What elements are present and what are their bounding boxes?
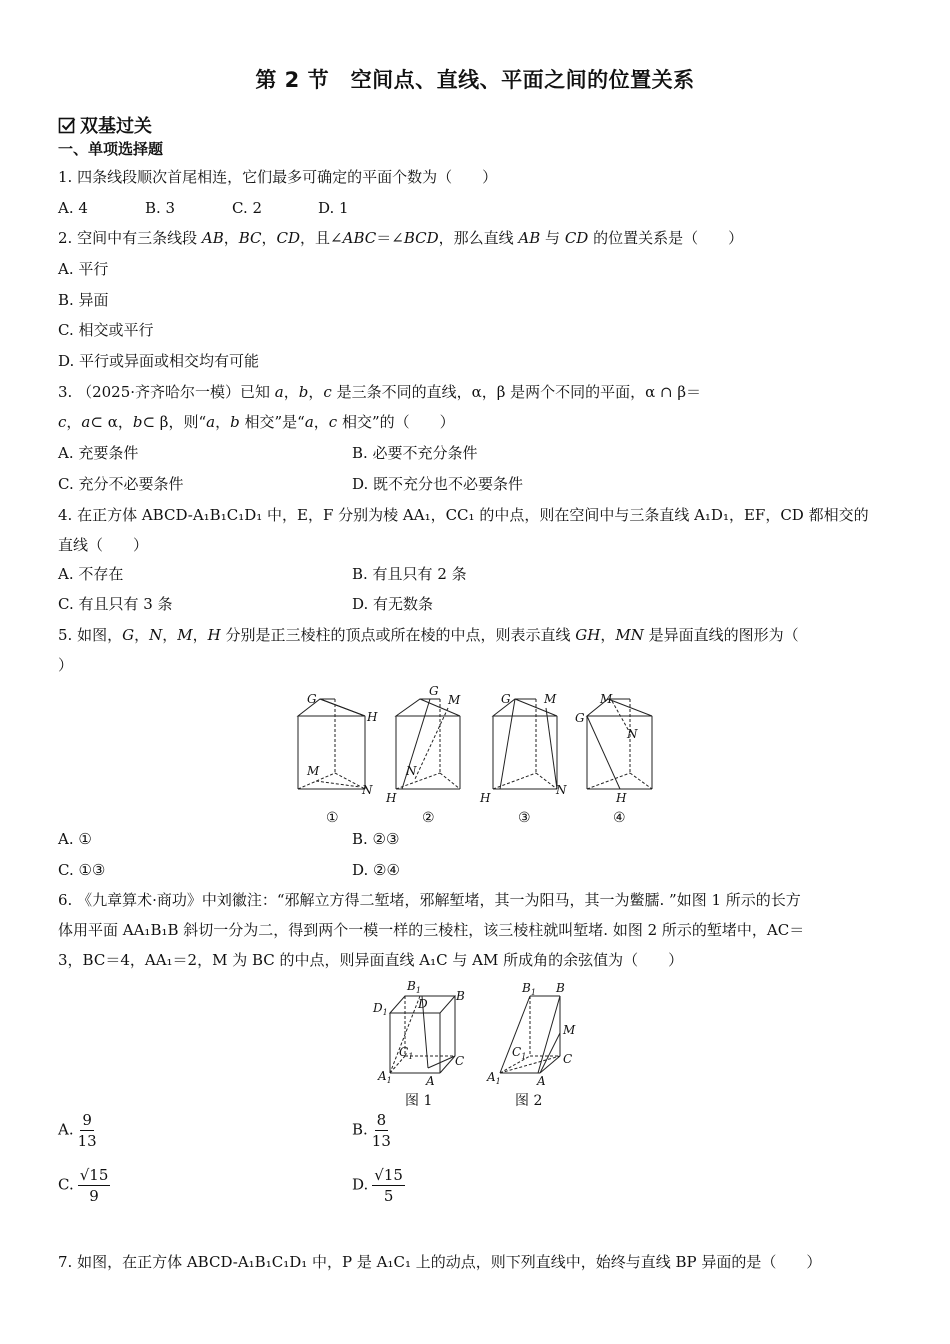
- figure-label-4: ④: [613, 810, 626, 826]
- q2-stem: 2. 空间中有三条线段 AB，BC，CD，且∠ABC＝∠BCD，那么直线 AB 与 CD 的位置关系是（ ）: [58, 229, 744, 247]
- svg-text:C1: $C_1$: [399, 1045, 414, 1061]
- svg-text:M: M: [448, 693, 461, 707]
- svg-text:N: N: [406, 764, 417, 778]
- svg-text:G: G: [575, 711, 585, 725]
- q3-option-a: A. 充要条件: [58, 444, 139, 462]
- svg-text:A: A: [426, 1074, 435, 1088]
- svg-text:N: N: [627, 727, 638, 741]
- q6-stem-line1: 6. 《九章算术·商功》中刘徽注：“邪解立方得二堑堵，邪解堑堵，其一为阳马，其一为鳖臑. ”如图 1 所示的长方: [58, 891, 801, 909]
- subsection-heading: 一、单项选择题: [58, 140, 164, 158]
- q1-option-b: B. 3: [145, 199, 176, 217]
- svg-text:A1: $A_1$: [378, 1069, 392, 1085]
- figure-label-3: ③: [518, 810, 531, 826]
- q3-option-c: C. 充分不必要条件: [58, 475, 184, 493]
- q3-option-b: B. 必要不充分条件: [352, 444, 478, 462]
- q4-option-c: C. 有且只有 3 条: [58, 595, 173, 613]
- svg-text:B: B: [456, 989, 465, 1003]
- q5-option-b: B. ②③: [352, 830, 400, 848]
- q6-figures: [370, 978, 590, 1110]
- q1-option-a: A. 4: [58, 199, 88, 217]
- svg-text:D1: $D_1$: [373, 1001, 388, 1017]
- q4-option-a: A. 不存在: [58, 565, 124, 583]
- q6-option-d: D. $\frac{√15}{5}$: [352, 1166, 403, 1205]
- q3-stem-line1: 3. （2025·齐齐哈尔一模）已知 a，b，c 是三条不同的直线，α，β 是两个不同的平面，α ∩ β＝: [58, 383, 702, 401]
- q6-option-b: B. $\frac{8}{13}$: [352, 1111, 391, 1150]
- checkbox-icon: [58, 116, 76, 134]
- fig-1-label: 图 1: [405, 1093, 433, 1109]
- figure-label-1: ①: [326, 810, 339, 826]
- prism-figure-3: [493, 699, 557, 789]
- svg-text:H: H: [616, 791, 627, 805]
- q2-option-d: D. 平行或异面或相交均有可能: [58, 352, 260, 370]
- svg-text:A1: $A_1$: [487, 1070, 501, 1086]
- q4-stem-line2: 直线（ ）: [58, 536, 149, 554]
- svg-text:N: N: [556, 783, 567, 797]
- q6-option-a: A. $\frac{9}{13}$: [58, 1111, 97, 1150]
- q6-stem-line2: 体用平面 AA₁B₁B 斜切一分为二，得到两个一模一样的三棱柱，该三棱柱就叫堑堵. 如图 2 所示的堑堵中，AC＝: [58, 921, 805, 939]
- q5-stem-line2: ）: [58, 656, 74, 674]
- figure-label-2: ②: [422, 810, 435, 826]
- q4-stem-line1: 4. 在正方体 ABCD-A₁B₁C₁D₁ 中，E，F 分别为棱 AA₁，CC₁ 的中点，则在空间中与三条直线 A₁D₁，EF，CD 都相交的: [58, 506, 869, 524]
- q6-option-c: C. $\frac{√15}{9}$: [58, 1166, 109, 1205]
- svg-text:B1: $B_1$: [522, 981, 536, 997]
- label-m: M: [307, 764, 320, 778]
- svg-text:G: G: [429, 684, 439, 698]
- label-h: H: [367, 710, 378, 724]
- svg-text:D: D: [418, 997, 428, 1011]
- q4-option-b: B. 有且只有 2 条: [352, 565, 467, 583]
- q1-stem: 1. 四条线段顺次首尾相连，它们最多可确定的平面个数为（ ）: [58, 168, 498, 186]
- svg-text:C1: $C_1$: [512, 1045, 527, 1061]
- q2-option-b: B. 异面: [58, 291, 109, 309]
- q5-option-a: A. ①: [58, 830, 92, 848]
- svg-text:C: C: [563, 1052, 573, 1066]
- q5-option-c: C. ①③: [58, 861, 106, 879]
- label-g: G: [307, 692, 317, 706]
- svg-text:M: M: [544, 692, 557, 706]
- q3-option-d: D. 既不充分也不必要条件: [352, 475, 524, 493]
- svg-text:G: G: [501, 692, 511, 706]
- svg-text:M: M: [563, 1023, 576, 1037]
- q3-stem-line2: c，a⊂ α，b⊂ β，则“a，b 相交”是“a，c 相交”的（ ）: [58, 413, 455, 431]
- svg-text:B: B: [556, 981, 565, 995]
- q4-option-d: D. 有无数条: [352, 595, 434, 613]
- fig-2-label: 图 2: [515, 1093, 543, 1109]
- section-title: 双基过关: [80, 116, 152, 137]
- q2-option-a: A. 平行: [58, 260, 109, 278]
- q1-option-d: D. 1: [318, 199, 349, 217]
- q5-option-d: D. ②④: [352, 861, 400, 879]
- section-heading: [58, 112, 152, 138]
- svg-text:H: H: [386, 791, 397, 805]
- svg-text:A: A: [537, 1074, 546, 1088]
- svg-text:H: H: [480, 791, 491, 805]
- page-title: 第 2 节 空间点、直线、平面之间的位置关系: [255, 68, 695, 92]
- prism-figure-4: [587, 699, 652, 789]
- q5-prism-figures: [290, 683, 670, 828]
- label-n: N: [362, 783, 373, 797]
- svg-text:C: C: [455, 1054, 465, 1068]
- svg-text:B1: $B_1$: [407, 979, 421, 995]
- q6-stem-line3: 3，BC＝4，AA₁＝2，M 为 BC 的中点，则异面直线 A₁C 与 AM 所成角的余弦值为（ ）: [58, 951, 684, 969]
- q1-option-c: C. 2: [232, 199, 263, 217]
- q7-stem: 7. 如图，在正方体 ABCD-A₁B₁C₁D₁ 中，P 是 A₁C₁ 上的动点，则下列直线中，始终与直线 BP 异面的是（ ）: [58, 1253, 822, 1271]
- svg-text:M: M: [600, 692, 613, 706]
- q5-stem-line1: 5. 如图，G，N，M，H 分别是正三棱柱的顶点或所在棱的中点，则表示直线 GH，MN 是异面直线的图形为（: [58, 626, 799, 644]
- q2-option-c: C. 相交或平行: [58, 321, 154, 339]
